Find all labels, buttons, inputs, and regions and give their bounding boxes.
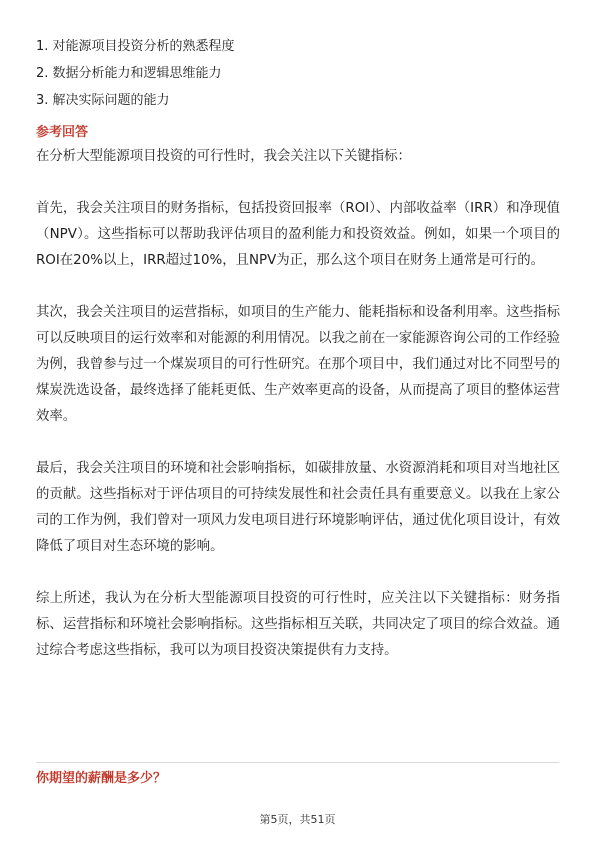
- answer-paragraph-intro: 在分析大型能源项目投资的可行性时，我会关注以下关键指标：: [36, 149, 411, 164]
- answer-paragraph-environmental: 最后，我会关注项目的环境和社会影响指标，如碳排放量、水资源消耗和项目对当地社区的贡献。这些指标对于评估项目的可持续发展性和社会责任具有重要意义。以我在上家公司的工作为例，我们曾对一项风力发电项目进行环境影响评估，通过优化项目设计，有效降低了项目对生态环境的影响。: [36, 461, 560, 554]
- page-footer: 第5页，共51页: [259, 813, 336, 826]
- paragraph-gap: [36, 274, 560, 300]
- criteria-item: 3. 解决实际问题的能力: [36, 93, 170, 108]
- section-divider: [36, 762, 559, 763]
- criteria-item: 2. 数据分析能力和逻辑思维能力: [36, 66, 222, 81]
- paragraph-gap: [36, 560, 560, 586]
- criteria-item: 1. 对能源项目投资分析的熟悉程度: [36, 39, 235, 54]
- paragraph-gap: [36, 170, 560, 196]
- answer-paragraph-financial: 首先，我会关注项目的财务指标，包括投资回报率（ROI）、内部收益率（IRR）和净现值（NPV）。这些指标可以帮助我评估项目的盈利能力和投资效益。例如，如果一个项目的ROI在20%以上，IRR超过10%，且NPV为正，那么这个项目在财务上通常是可行的。: [36, 201, 560, 268]
- next-question-heading: 你期望的薪酬是多少？: [36, 771, 167, 786]
- answer-paragraph-operational: 其次，我会关注项目的运营指标，如项目的生产能力、能耗指标和设备利用率。这些指标可以反映项目的运行效率和对能源的利用情况。以我之前在一家能源咨询公司的工作经验为例，我曾参与过一个煤炭项目的可行性研究。在那个项目中，我们通过对比不同型号的煤炭洗选设备，最终选择了能耗更低、生产效率更高的设备，从而提高了项目的整体运营效率。: [36, 305, 560, 424]
- paragraph-gap: [36, 430, 560, 456]
- reference-answer-heading: 参考回答: [36, 125, 89, 140]
- answer-paragraph-summary: 综上所述，我认为在分析大型能源项目投资的可行性时，应关注以下关键指标：财务指标、运营指标和环境社会影响指标。这些指标相互关联，共同决定了项目的综合效益。通过综合考虑这些指标，我可以为项目投资决策提供有力支持。: [36, 591, 560, 658]
- reference-answer-body: [36, 144, 560, 664]
- evaluation-criteria-list: [36, 33, 556, 114]
